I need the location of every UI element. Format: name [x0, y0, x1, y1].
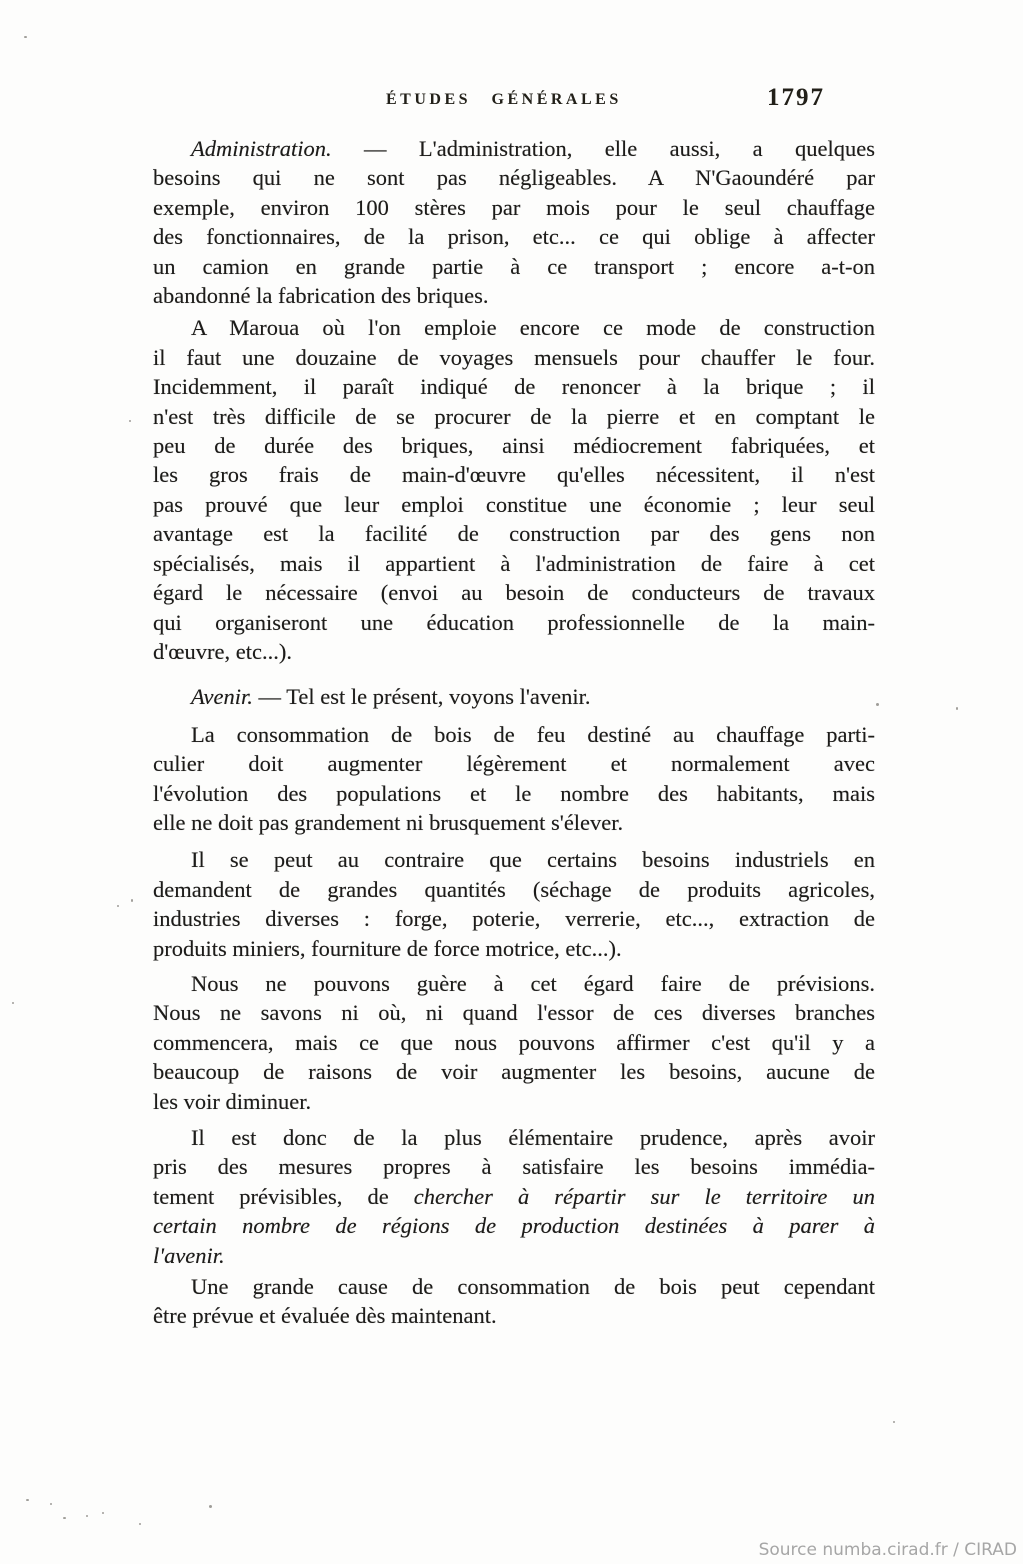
text-line: Administration. — L'administration, elle aussi, a quelques: [191, 136, 875, 161]
text-line: Une grande cause de consommation de bois peut cependant: [191, 1274, 875, 1300]
scan-speck: [50, 1503, 52, 1505]
text-line: exemple, environ 100 stères par mois pour le seul chauffage: [153, 194, 875, 220]
text-line: l'évolution des populations et le nombre des habitants, mais: [153, 780, 875, 806]
text-line: un camion en grande partie à ce transport ; encore a-t-on: [153, 253, 875, 279]
scan-speck: [131, 899, 133, 902]
paragraph: [153, 1123, 875, 1270]
text-line: La consommation de bois de feu destiné au chauffage parti-: [191, 721, 875, 747]
scan-speck: [86, 1515, 88, 1517]
scan-speck: [209, 1505, 212, 1508]
running-title: ÉTUDES GÉNÉRALES: [386, 91, 622, 108]
source-attribution: Source numba.cirad.fr / CIRAD: [758, 1540, 1017, 1560]
paragraph: [153, 1272, 875, 1331]
text-line: produits miniers, fourniture de force motrice, etc...).: [153, 935, 622, 961]
text-line: Nous ne savons ni où, ni quand l'essor de ces diverses branches: [153, 1000, 875, 1026]
text-line: qui organiseront une éducation professionnelle de la main-: [153, 609, 875, 635]
text-line: Il est donc de la plus élémentaire prudence, après avoir: [191, 1125, 875, 1150]
text-line: Incidemment, il paraît indiqué de renoncer à la brique ; il: [153, 374, 875, 400]
text-line: demandent de grandes quantités (séchage de produits agricoles,: [153, 876, 875, 902]
text-line: des fonctionnaires, de la prison, etc... ce qui oblige à affecter: [153, 224, 875, 250]
paragraph: [153, 682, 875, 711]
text-line: les gros frais de main-d'œuvre qu'elles nécessitent, il n'est: [153, 462, 875, 488]
text-line: beaucoup de raisons de voir augmenter les besoins, aucune de: [153, 1059, 875, 1085]
paragraph: [153, 969, 875, 1116]
scan-speck: [24, 36, 27, 38]
paragraph: [153, 720, 875, 838]
scan-speck: [12, 1002, 14, 1004]
scan-speck: [893, 1421, 895, 1423]
scan-speck: [129, 420, 131, 422]
text-line: pris des mesures propres à satisfaire les besoins immédia-: [153, 1154, 875, 1180]
text-line: besoins qui ne sont pas négligeables. A N'Gaoundéré par: [153, 165, 875, 191]
paragraph: [153, 313, 875, 666]
text-line: A Maroua où l'on emploie encore ce mode de construction: [191, 315, 875, 341]
text-line: Nous ne pouvons guère à cet égard faire de prévisions.: [191, 970, 875, 996]
text-line: industries diverses : forge, poterie, verrerie, etc..., extraction de: [153, 906, 875, 932]
text-line: certain nombre de régions de production destinées à parer à: [153, 1213, 875, 1239]
text-line: avantage est la facilité de construction par des gens non: [153, 521, 875, 547]
text-line: Avenir. — Tel est le présent, voyons l'avenir.: [191, 684, 591, 710]
text-line: abandonné la fabrication des briques.: [153, 283, 489, 309]
paragraph: [153, 134, 875, 310]
scan-speck: [876, 703, 879, 706]
text-line: peu de durée des briques, ainsi médiocrement fabriquées, et: [153, 433, 875, 459]
text-line: être prévue et évaluée dès maintenant.: [153, 1303, 497, 1329]
text-line: l'avenir.: [153, 1242, 225, 1268]
text-line: commencera, mais ce que nous pouvons affirmer c'est qu'il y a: [153, 1029, 875, 1055]
page-text: [153, 134, 875, 1331]
text-line: spécialisés, mais il appartient à l'administration de faire à cet: [153, 550, 875, 576]
text-line: tement prévisibles, de chercher à répartir sur le territoire un: [153, 1183, 875, 1209]
text-line: elle ne doit pas grandement ni brusquement s'élever.: [153, 809, 624, 835]
text-line: il faut une douzaine de voyages mensuels pour chauffer le four.: [153, 344, 875, 370]
text-line: d'œuvre, etc...).: [153, 638, 292, 664]
page-number: 1797: [767, 84, 825, 111]
scan-speck: [26, 1499, 29, 1501]
text-line: n'est très difficile de se procurer de la pierre et en comptant le: [153, 403, 875, 429]
text-line: les voir diminuer.: [153, 1088, 312, 1114]
scan-speck: [102, 1512, 104, 1514]
text-line: pas prouvé que leur emploi constitue une économie ; leur seul: [153, 491, 875, 517]
paragraph: [153, 845, 875, 963]
text-line: égard le nécessaire (envoi au besoin de conducteurs de travaux: [153, 580, 875, 606]
scan-speck: [63, 1517, 66, 1519]
scan-speck: [956, 707, 958, 710]
text-line: culier doit augmenter légèrement et normalement avec: [153, 751, 875, 777]
scan-speck: [117, 905, 119, 907]
text-line: Il se peut au contraire que certains besoins industriels en: [191, 847, 875, 873]
scan-speck: [139, 1523, 141, 1525]
